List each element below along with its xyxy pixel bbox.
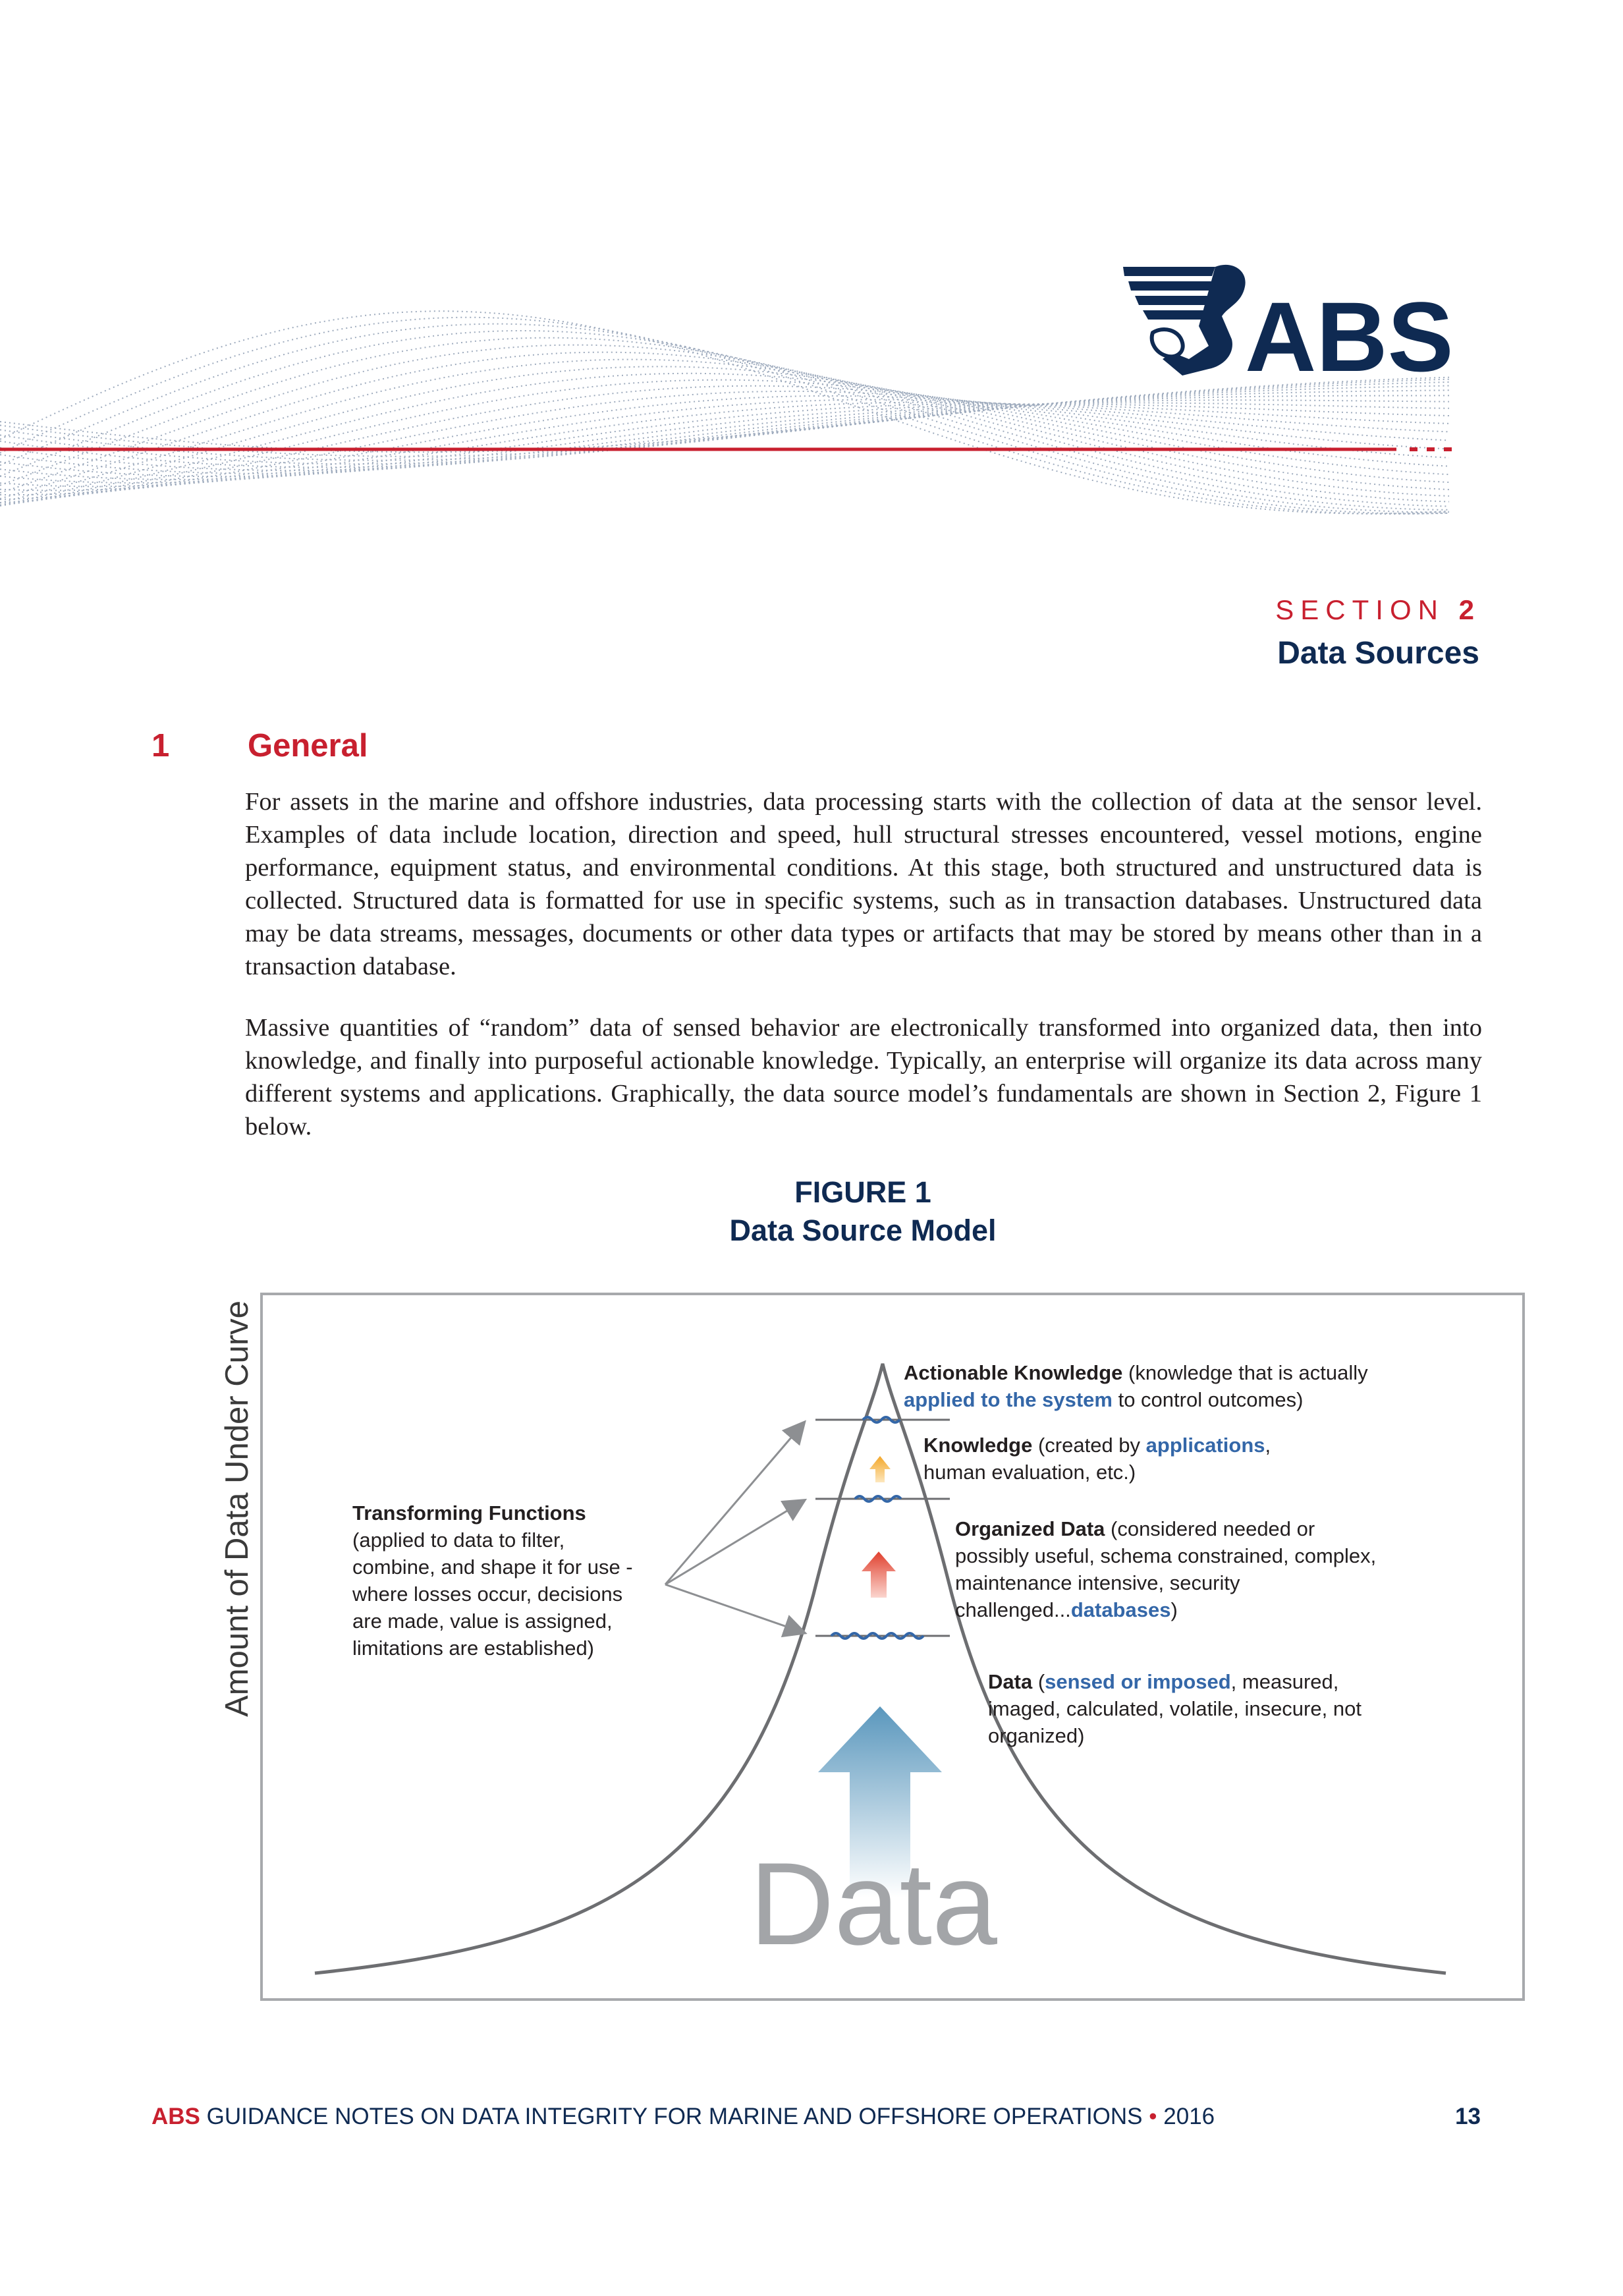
transforming-functions-text xyxy=(352,1499,642,1662)
section-number: 2 xyxy=(1458,594,1481,625)
data-big-label: Data xyxy=(750,1838,997,1969)
transforming-functions-title: Transforming Functions xyxy=(352,1501,586,1525)
organized-data-highlight: databases xyxy=(1070,1598,1171,1621)
footer-title xyxy=(151,2104,1215,2130)
organized-data-pre: (considered needed or possibly useful, schema constrained, complex, maintenance intensive, security challenged... xyxy=(955,1517,1377,1621)
heading-number: 1 xyxy=(151,728,170,764)
knowledge-text xyxy=(923,1432,1332,1486)
data-level-text xyxy=(988,1668,1410,1749)
organized-data-text xyxy=(955,1515,1377,1623)
heading-title: General xyxy=(248,728,368,764)
footer-doc-title: GUIDANCE NOTES ON DATA INTEGRITY FOR MARINE AND OFFSHORE OPERATIONS xyxy=(206,2104,1143,2129)
paragraph-1: For assets in the marine and offshore industries, data processing starts with the collection of data at the sensor level. Examples of data include location, direction and speed, hull structural stresses encountered, vessel motions, engine performance, equipment status, and environmental conditions. At this stage, both structured and unstructured data is collected. Structured data is formatted for use in specific systems, such as in transaction databases. Unstructured data may be data streams, messages, documents or other data types or artifacts that may be stored by means other than in a transaction database. xyxy=(245,788,1482,980)
page-number: 13 xyxy=(1455,2104,1481,2129)
organized-data-post: ) xyxy=(1170,1598,1178,1621)
actionable-knowledge-highlight: applied to the system xyxy=(904,1388,1113,1411)
actionable-knowledge-text xyxy=(904,1359,1431,1413)
actionable-knowledge-title: Actionable Knowledge xyxy=(904,1361,1123,1384)
section-label-text: SECTION xyxy=(1275,594,1444,625)
knowledge-upward-arrow-icon xyxy=(869,1456,891,1482)
abs-logo-wordmark: ABS xyxy=(1245,281,1454,392)
transform-arrow-organized xyxy=(665,1584,804,1633)
figure-number: FIGURE 1 xyxy=(794,1175,931,1209)
data-level-highlight: sensed or imposed xyxy=(1045,1670,1231,1693)
figure-title: Data Source Model xyxy=(729,1214,997,1247)
organized-data-title: Organized Data xyxy=(955,1517,1105,1540)
footer-separator: • xyxy=(1149,2104,1157,2129)
knowledge-title: Knowledge xyxy=(923,1434,1033,1457)
data-level-title: Data xyxy=(988,1670,1033,1693)
transform-arrow-actionable xyxy=(665,1423,804,1584)
knowledge-pre: (created by xyxy=(1032,1434,1146,1457)
data-level-post: , measured, imaged, calculated, volatile, insecure, not organized) xyxy=(988,1670,1362,1747)
section-title: Data Sources xyxy=(1277,636,1479,671)
actionable-knowledge-pre: (knowledge that is actually xyxy=(1122,1361,1368,1384)
data-level-pre: ( xyxy=(1032,1670,1045,1693)
y-axis-label: Amount of Data Under Curve xyxy=(219,1301,255,1717)
organized-upward-arrow-icon xyxy=(862,1552,896,1598)
knowledge-highlight: applications xyxy=(1145,1434,1265,1457)
actionable-knowledge-post: to control outcomes) xyxy=(1112,1388,1304,1411)
footer-brand: ABS xyxy=(151,2104,200,2129)
knowledge-post: , human evaluation, etc.) xyxy=(923,1434,1271,1484)
footer-year: 2016 xyxy=(1163,2104,1215,2129)
transforming-functions-body: (applied to data to filter, combine, and shape it for use - where losses occur, decisions are made, value is assigned, limitations are established) xyxy=(352,1528,633,1660)
transform-arrow-knowledge xyxy=(665,1501,804,1584)
paragraph-2: Massive quantities of “random” data of sensed behavior are electronically transformed into organized data, then into knowledge, and finally into purposeful actionable knowledge. Typically, an enterprise will organize its data across many different systems and applications. Graphically, the data source model’s fundamentals are shown in Section 2, Figure 1 below. xyxy=(245,1014,1482,1140)
